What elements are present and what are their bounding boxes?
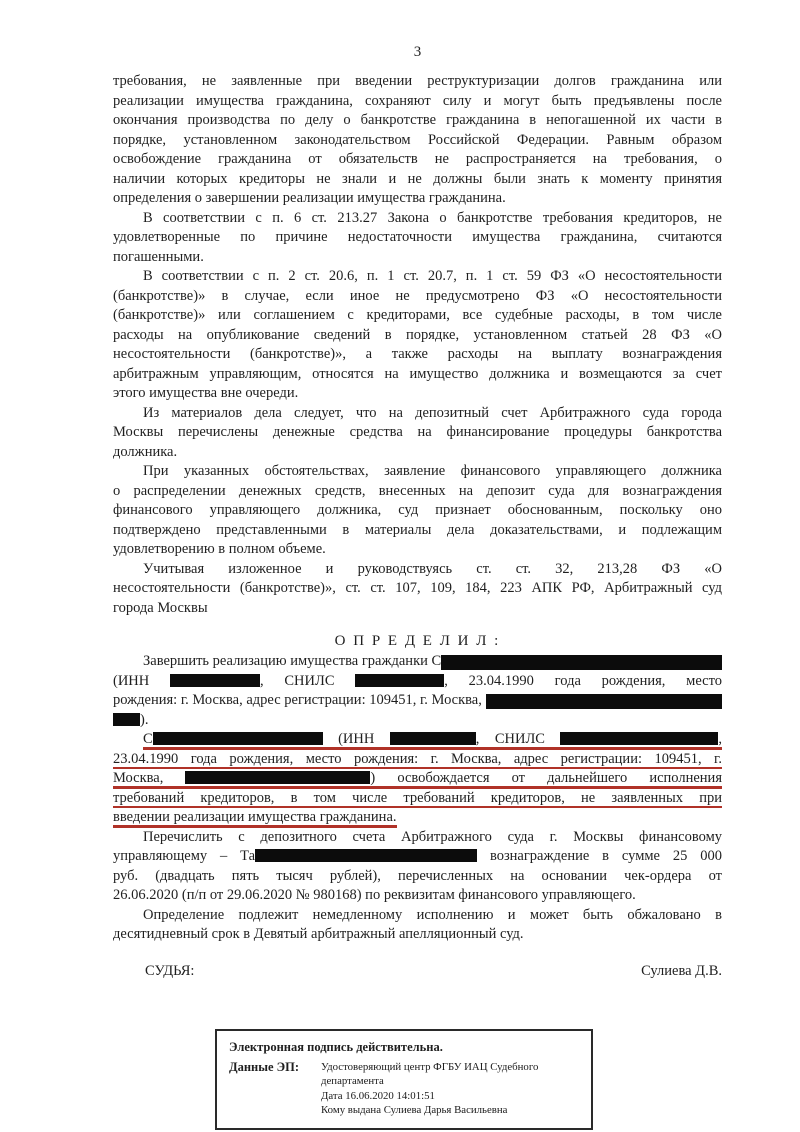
redaction-bar	[170, 674, 260, 687]
paragraph	[113, 72, 722, 209]
text-segment: (ИНН	[322, 731, 390, 747]
text-line	[113, 92, 722, 112]
text-segment: Определение подлежит немедленному исполнению и может быть обжаловано в	[143, 906, 722, 923]
text-line	[113, 691, 722, 711]
text-segment: этого имущества вне очереди.	[113, 385, 299, 401]
redaction-bar	[486, 694, 723, 709]
text-line	[113, 209, 722, 229]
text-segment: арбитражным управляющим, относятся на имущество должника и возмещаются за счет	[113, 365, 722, 382]
text-segment: порядке, установленном законодательством Российской Федерации. Равным образом	[113, 131, 722, 148]
text-line	[113, 652, 722, 672]
text-line	[113, 672, 722, 692]
paragraph	[113, 652, 722, 730]
text-segment: Москва,	[113, 770, 186, 786]
text-segment: освобождение гражданина от обязательств не распространяется на требования, о	[113, 151, 722, 167]
text-segment: должника.	[113, 443, 178, 460]
text-line	[113, 560, 722, 580]
redaction-bar	[113, 713, 140, 726]
redaction-bar	[355, 674, 444, 687]
text-line	[113, 711, 722, 731]
red-underline	[113, 790, 722, 809]
text-line	[113, 886, 722, 906]
text-line	[113, 248, 722, 268]
stamp-title: Электронная подпись действительна.	[229, 1039, 443, 1054]
text-segment: (банкротстве)» или соглашением с кредиторами, все судебные расходы, в том числе	[113, 307, 722, 323]
text-segment: Из материалов дела следует, что на депозитный счет Арбитражного суда города	[143, 404, 722, 421]
text-line	[113, 769, 722, 789]
text-segment: (банкротстве)» в случае, если иное не предусмотрено ФЗ «О несостоятельности	[113, 287, 722, 304]
text-segment: ,	[718, 731, 722, 747]
stamp-row	[229, 1060, 579, 1118]
page-number: 3	[413, 44, 422, 60]
text-segment: управляющему – Та	[113, 848, 256, 864]
text-line	[113, 326, 722, 346]
text-segment: расходы на опубликование сведений в порядке, установленном статьей 28 ФЗ «О	[113, 326, 722, 343]
text-line	[113, 521, 722, 541]
text-line	[113, 384, 722, 404]
text-line	[113, 462, 722, 482]
text-segment: (ИНН	[113, 672, 170, 689]
operative-text	[113, 652, 722, 945]
text-segment: введении реализации имущества гражданина.	[113, 809, 397, 825]
text-line	[113, 579, 722, 599]
text-segment: требования, не заявленные при введении реструктуризации долгов гражданина или	[113, 73, 722, 89]
paragraph	[113, 906, 722, 945]
text-segment: несостоятельности (банкротстве)», ст. ст. 107, 109, 184, 223 АПК РФ, Арбитражный суд	[113, 580, 722, 596]
redaction-bar	[441, 655, 722, 670]
text-segment: Учитывая изложенное и руководствуясь ст. ст. 32, 213,28 ФЗ «О	[143, 560, 722, 577]
text-line	[113, 72, 722, 92]
text-line	[113, 847, 722, 867]
text-line	[113, 730, 722, 750]
paragraph	[113, 209, 722, 268]
body-text	[113, 72, 722, 618]
red-underline	[143, 731, 722, 750]
stamp-label: Данные ЭП:	[229, 1059, 300, 1074]
text-line	[113, 867, 722, 887]
redaction-bar	[185, 771, 370, 784]
paragraph	[113, 462, 722, 560]
text-segment: наличии которых кредиторы не знали и не должны были знать к моменту принятия	[113, 170, 722, 187]
text-segment: В соответствии с п. 6 ст. 213.27 Закона о банкротстве требования кредиторов, не	[143, 209, 722, 226]
text-line	[113, 828, 722, 848]
text-segment: окончания производства по делу о банкротстве гражданина в непогашенной их части в	[113, 112, 722, 128]
text-segment: руб. (двадцать пять тысяч рублей), перечисленных на основании чек-ордера от	[113, 867, 722, 884]
text-segment: рождения: г. Москва, адрес регистрации: 109451, г. Москва,	[113, 692, 486, 708]
text-line	[113, 150, 722, 170]
red-underline	[113, 770, 722, 789]
text-line	[113, 808, 722, 828]
court-order-heading: О П Р Е Д Е Л И Л :	[334, 633, 501, 649]
judge-label: СУДЬЯ:	[145, 962, 195, 979]
text-segment: финансового управляющего должника, суд признает обоснованным, поскольку оно	[113, 502, 722, 518]
text-segment: С	[143, 731, 153, 747]
judge-name: Сулиева Д.В.	[641, 962, 722, 979]
text-segment: удовлетворению в полном объеме.	[113, 541, 326, 557]
text-segment: ) освобождается от дальнейшего исполнения	[370, 770, 722, 786]
text-line	[113, 540, 722, 560]
red-underline	[113, 809, 397, 828]
text-line	[113, 482, 722, 502]
text-line	[113, 789, 722, 809]
text-segment: Москвы перечислены денежные средства на финансирование процедуры банкротства	[113, 424, 722, 440]
text-line	[113, 306, 722, 326]
text-line	[113, 228, 722, 248]
signature-stamp	[215, 1029, 593, 1130]
text-segment: города Москвы	[113, 599, 208, 616]
redaction-bar	[560, 732, 718, 745]
text-line	[113, 170, 722, 190]
text-line	[113, 906, 722, 926]
redaction-bar	[255, 849, 477, 862]
text-segment: ).	[140, 711, 149, 728]
text-segment: , СНИЛС	[260, 672, 356, 689]
text-segment: несостоятельности (банкротстве)», а также расходы на выплату вознаграждения	[113, 346, 722, 362]
text-segment: 23.04.1990 года рождения, место рождения: г. Москва, адрес регистрации: 109451, г.	[113, 750, 722, 767]
redaction-bar	[390, 732, 476, 745]
text-segment: , СНИЛС	[475, 731, 561, 747]
text-line	[113, 189, 722, 209]
text-segment: требований кредиторов, в том числе требований кредиторов, не заявленных при	[113, 789, 722, 806]
text-segment: При указанных обстоятельствах, заявление финансового управляющего должника	[143, 463, 722, 479]
text-column	[113, 0, 722, 1130]
text-line	[113, 365, 722, 385]
text-segment: подтверждено представленными в материалы дела доказательствами, и подлежащим	[113, 521, 722, 538]
text-segment: , 23.04.1990 года рождения, место	[444, 672, 722, 689]
paragraph	[113, 404, 722, 463]
text-segment: Завершить реализацию имущества гражданки С	[143, 653, 442, 669]
text-segment: о распределении денежных средств, внесенных на депозит суда для вознаграждения	[113, 482, 722, 499]
paragraph	[113, 267, 722, 404]
stamp-detail-line: Кому выдана Сулиева Дарья Васильевна	[321, 1104, 508, 1117]
text-line	[113, 111, 722, 131]
judge-row	[113, 961, 722, 981]
text-line	[113, 599, 722, 619]
text-line	[113, 925, 722, 945]
stamp-detail-line: Дата 16.06.2020 14:01:51	[321, 1089, 435, 1102]
text-segment: десятидневный срок в Девятый арбитражный апелляционный суд.	[113, 926, 524, 942]
text-segment: погашенными.	[113, 248, 204, 265]
text-segment: удовлетворенные по причине недостаточности имущества гражданина, считаются	[113, 229, 722, 245]
text-line	[113, 287, 722, 307]
text-line	[113, 404, 722, 424]
text-segment: определения о завершении реализации имущества гражданина.	[113, 190, 506, 206]
text-segment: В соответствии с п. 2 ст. 20.6, п. 1 ст. 20.7, п. 1 ст. 59 ФЗ «О несостоятельности	[143, 268, 722, 284]
paragraph	[113, 828, 722, 906]
stamp-details	[321, 1060, 579, 1118]
text-line	[113, 131, 722, 151]
stamp-detail-line: Удостоверяющий центр ФГБУ ИАЦ Судебного	[321, 1060, 539, 1073]
text-line	[113, 443, 722, 463]
text-line	[113, 267, 722, 287]
stamp-detail-line: департамента	[321, 1075, 384, 1088]
text-segment: 26.06.2020 (п/п от 29.06.2020 № 980168) по реквизитам финансового управляющего.	[113, 887, 636, 903]
text-line	[113, 750, 722, 770]
text-line	[113, 345, 722, 365]
redaction-bar	[153, 732, 323, 745]
paragraph	[113, 560, 722, 619]
text-line	[113, 423, 722, 443]
red-underline	[113, 751, 722, 770]
text-segment: реализации имущества гражданина, сохраняют силу и могут быть предъявлены после	[113, 92, 722, 109]
text-segment: Перечислить с депозитного счета Арбитражного суда г. Москвы финансовому	[143, 828, 722, 845]
text-line	[113, 501, 722, 521]
paragraph	[113, 730, 722, 828]
text-segment: вознаграждение в сумме 25 000	[477, 848, 722, 864]
